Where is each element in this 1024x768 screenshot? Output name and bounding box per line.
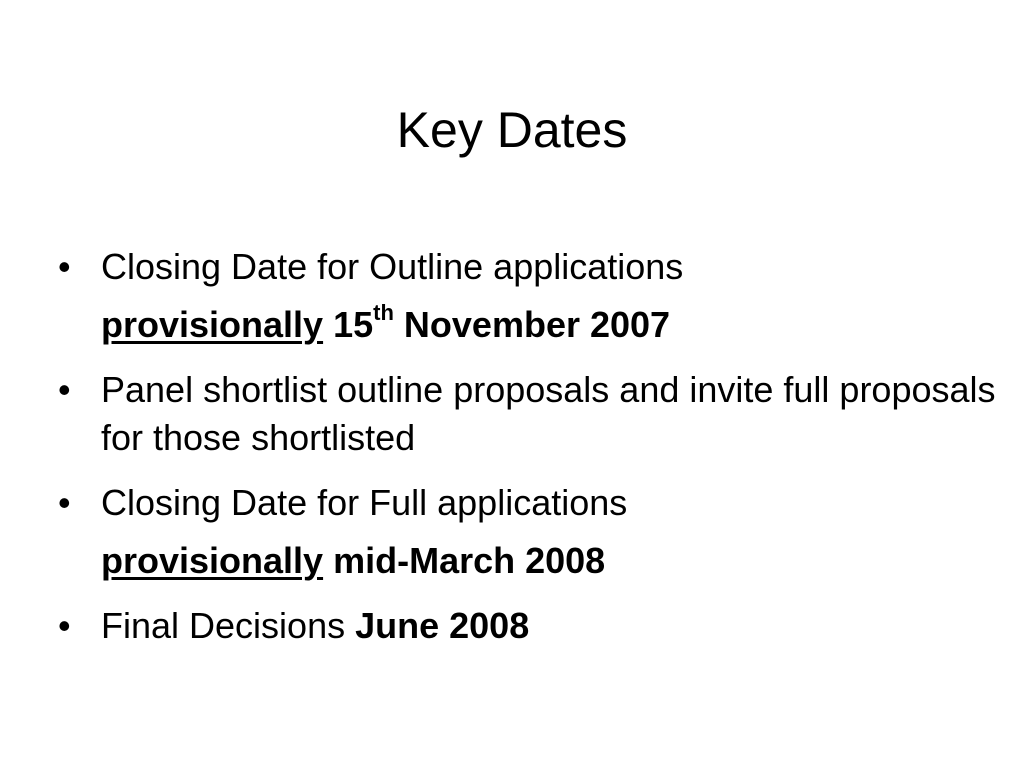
date-month-year: June 2008 [355,605,530,646]
date-day: 15 [333,304,374,345]
item-text: Panel shortlist outline proposals and invite full proposals for those shortlisted [101,369,996,458]
bullet-marker: • [58,246,71,287]
date-month-year: mid-March 2008 [333,540,606,581]
provisional-qualifier: provisionally [101,304,324,345]
list-item [58,361,998,467]
item-line [101,597,998,655]
item-date-line [101,296,998,354]
item-date-line [101,532,998,590]
bullet-list [58,238,998,662]
item-text: Closing Date for Full applications [101,482,628,523]
list-item [58,474,998,590]
bullet-marker: • [58,482,71,523]
bullet-marker: • [58,369,71,410]
date-ordinal-suffix: th [373,300,394,325]
list-item [58,597,998,655]
item-text: Final Decisions [101,605,346,646]
slide-title: Key Dates [396,101,628,158]
bullet-marker: • [58,605,71,646]
date-month-year: November 2007 [403,304,671,345]
list-item [58,238,998,354]
provisional-qualifier: provisionally [101,540,324,581]
item-text: Closing Date for Outline applications [101,246,684,287]
